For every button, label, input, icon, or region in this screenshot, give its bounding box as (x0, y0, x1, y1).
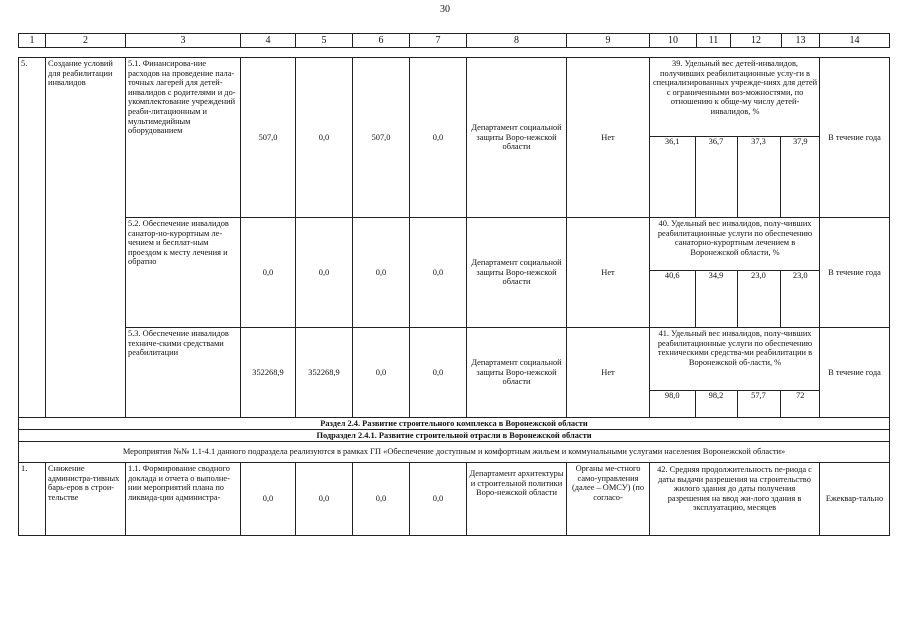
regional-cell: 0,0 (353, 463, 410, 536)
indicator-value: 36,7 (695, 137, 737, 149)
regional-cell: 0,0 (353, 218, 410, 328)
indicator-value: 98,2 (695, 391, 737, 403)
column-number: 8 (467, 34, 567, 48)
indicator-value: 36,1 (650, 137, 695, 149)
local-cell: 0,0 (410, 463, 467, 536)
section-row (19, 418, 890, 430)
coexecutor-cell: Нет (567, 218, 650, 328)
table-row (19, 328, 890, 418)
indicator-value: 98,0 (650, 391, 695, 403)
indicator-value: 37,9 (780, 137, 820, 149)
indicator-value: 57,7 (737, 391, 780, 403)
executor-cell: Департамент архитектуры и строительной политики Воро-нежской области (467, 463, 567, 536)
indicator-text: 42. Средняя продолжительность пе-риода с даты выдачи разрешения на строительство жилого здания до даты получения разрешения на ввод жи-лого здания в эксплуатацию, месяцев (650, 463, 820, 536)
table-row (19, 463, 890, 536)
federal-cell: 0,0 (296, 218, 353, 328)
indicator-cell (650, 58, 820, 218)
measure-cell: 1.1. Формирование сводного доклада и отчета о выполне-нии мероприятий плана по ликвида-ции администра- (126, 463, 241, 536)
subsection-title: Подраздел 2.4.1. Развитие строительной отрасли в Воронежской области (19, 430, 890, 442)
column-number: 5 (296, 34, 353, 48)
row-number: 5. (19, 58, 46, 418)
measure-cell: 5.1. Финансирова-ние расходов на проведение пала-точных лагерей для детей-инвалидов с родителями и до-укомплектование учреждений реаби-литационным и мультимедийным оборудованием (126, 58, 241, 218)
total-cell: 0,0 (241, 218, 296, 328)
column-number: 13 (782, 34, 820, 48)
subsection-note: Мероприятия №№ 1.1-4.1 данного подраздела реализуются в рамках ГП «Обеспечение доступным и комфортным жильем и коммунальными услугами населения Воронежской области» (19, 442, 890, 463)
regional-cell: 507,0 (353, 58, 410, 218)
total-cell: 507,0 (241, 58, 296, 218)
column-number: 9 (567, 34, 650, 48)
total-cell: 352268,9 (241, 328, 296, 418)
local-cell: 0,0 (410, 328, 467, 418)
term-cell: В течение года (820, 58, 890, 218)
section-title: Раздел 2.4. Развитие строительного комплекса в Воронежской области (19, 418, 890, 430)
coexecutor-cell: Нет (567, 328, 650, 418)
subsection-note-row (19, 442, 890, 463)
coexecutor-cell: Нет (567, 58, 650, 218)
measure-cell: 5.3. Обеспечение инвалидов техниче-скими средствами реабилитации (126, 328, 241, 418)
local-cell: 0,0 (410, 218, 467, 328)
column-number: 2 (46, 34, 126, 48)
indicator-cell (650, 218, 820, 328)
federal-cell: 352268,9 (296, 328, 353, 418)
local-cell: 0,0 (410, 58, 467, 218)
column-number: 10 (650, 34, 697, 48)
indicator-text: 39. Удельный вес детей-инвалидов, получивших реабилитационные услу-ги в специализированных учрежде-ниях для детей с ограниченными воз-можностями, по отношению к обще-му числу детей-инвалидов, % (652, 59, 818, 116)
column-header-row (18, 33, 890, 48)
indicator-value: 72 (780, 391, 820, 403)
term-cell: В течение года (820, 218, 890, 328)
indicator-value: 34,9 (695, 271, 737, 283)
coexecutor-cell: Органы ме-стного само-управления (далее – ОМСУ) (по согласо- (567, 463, 650, 536)
federal-cell: 0,0 (296, 463, 353, 536)
indicator-text: 40. Удельный вес инвалидов, полу-чивших реабилитационные услуги по обеспечению санаторно-курортным лечением в Воронежской области, % (657, 219, 813, 257)
indicator-value: 23,0 (737, 271, 780, 283)
column-number: 11 (697, 34, 731, 48)
indicator-block (650, 218, 820, 327)
total-cell: 0,0 (241, 463, 296, 536)
indicator-cell (650, 328, 820, 418)
indicator-value: 23,0 (780, 271, 820, 283)
column-number: 12 (731, 34, 782, 48)
term-cell: Ежеквар-тально (820, 463, 890, 536)
measure-cell: 5.2. Обеспечение инвалидов санатор-но-курортным ле-чением и бесплат-ным проездом к месту лечения и обратно (126, 218, 241, 328)
executor-cell: Департамент социальной защиты Воро-нежской области (467, 58, 567, 218)
indicator-text: 41. Удельный вес инвалидов, полу-чивших реабилитационные услуги по обеспечению техническими средства-ми реабилитации в Воронежской об-ласти, % (657, 329, 813, 367)
column-number: 4 (241, 34, 296, 48)
column-number: 6 (353, 34, 410, 48)
federal-cell: 0,0 (296, 58, 353, 218)
table-row (19, 58, 890, 218)
executor-cell: Департамент социальной защиты Воро-нежской области (467, 328, 567, 418)
column-number: 7 (410, 34, 467, 48)
term-cell: В течение года (820, 328, 890, 418)
row-number: 1. (19, 463, 46, 536)
column-number: 14 (820, 34, 890, 48)
goal-cell: Снижение администра-тивных барь-еров в строи-тельстве (46, 463, 126, 536)
table-row (19, 218, 890, 328)
page-number: 30 (440, 4, 450, 15)
measures-table (18, 57, 890, 536)
goal-cell: Создание условий для реабилитации инвалидов (46, 58, 126, 418)
column-number: 3 (126, 34, 241, 48)
indicator-value: 37,3 (737, 137, 780, 149)
subsection-row (19, 430, 890, 442)
indicator-block (650, 58, 820, 217)
regional-cell: 0,0 (353, 328, 410, 418)
indicator-value: 40,6 (650, 271, 695, 283)
executor-cell: Департамент социальной защиты Воро-нежской области (467, 218, 567, 328)
column-number: 1 (19, 34, 46, 48)
indicator-block (650, 328, 820, 417)
